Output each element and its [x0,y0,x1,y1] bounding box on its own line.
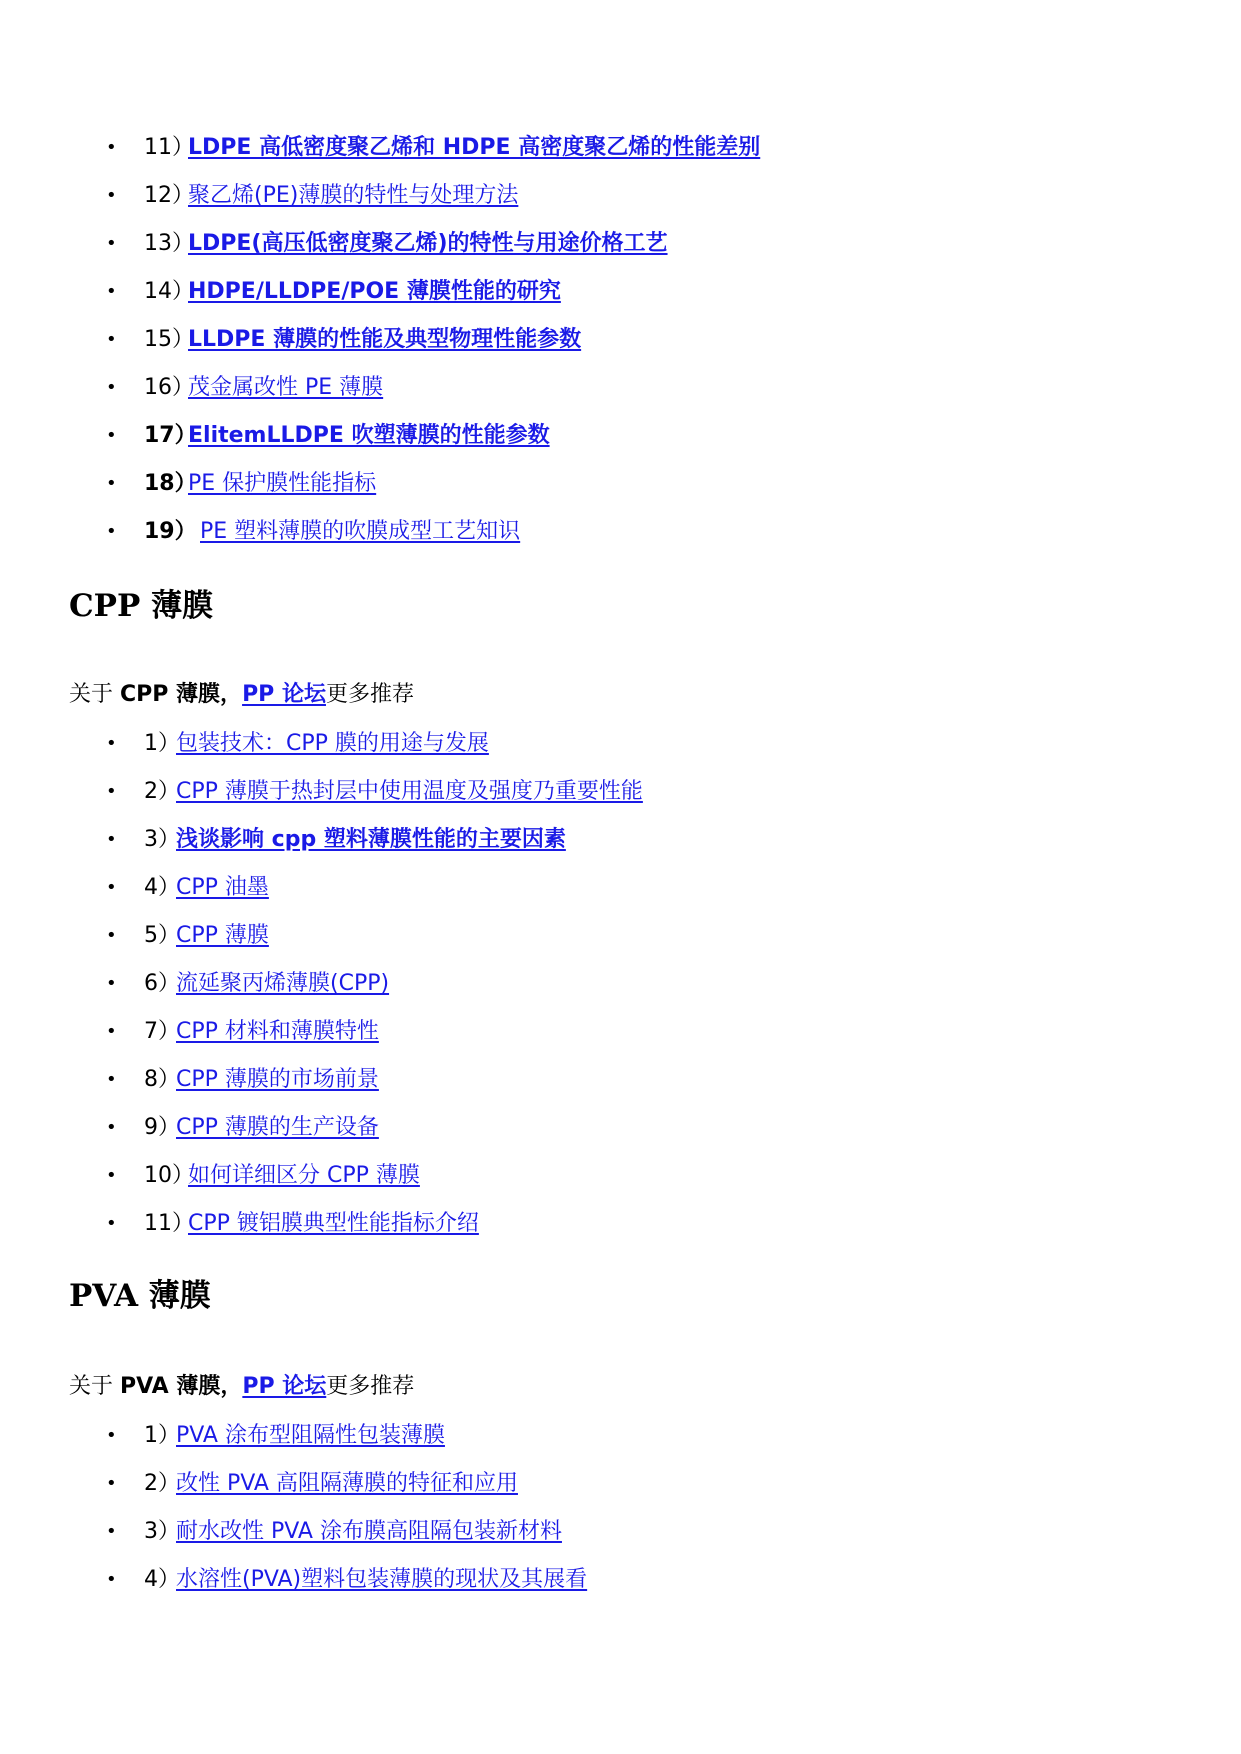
item-number: 7） [144,1019,180,1044]
list-item [0,1200,1241,1248]
bullet-icon: • [106,781,117,802]
article-link[interactable]: PE 塑料薄膜的吹膜成型工艺知识 [200,519,521,544]
item-number: 2） [144,1471,180,1496]
intro-prefix: 关于 [69,682,120,707]
article-link[interactable]: 流延聚丙烯薄膜(CPP) [176,971,390,996]
item-number: 9） [144,1115,180,1140]
list-item [0,768,1241,816]
list-item [0,268,1241,316]
bullet-icon: • [106,1165,117,1186]
bullet-icon: • [106,377,117,398]
bullet-icon: • [106,1117,117,1138]
list-item [0,172,1241,220]
item-number: 3） [144,827,180,852]
article-link[interactable]: LDPE 高低密度聚乙烯和 HDPE 高密度聚乙烯的性能差别 [188,135,761,160]
item-number: 16） [144,375,194,400]
list-item [0,1152,1241,1200]
article-link[interactable]: CPP 薄膜于热封层中使用温度及强度乃重要性能 [176,779,643,804]
bullet-icon: • [106,877,117,898]
bullet-icon: • [106,1521,117,1542]
bullet-icon: • [106,473,117,494]
bullet-icon: • [106,1425,117,1446]
list-item [0,1508,1241,1556]
item-number: 18） [144,471,197,496]
article-link[interactable]: CPP 薄膜 [176,923,269,948]
article-link[interactable]: 如何详细区分 CPP 薄膜 [188,1163,420,1188]
item-number: 11） [144,1211,194,1236]
intro-prefix: 关于 [69,1374,120,1399]
list-item [0,412,1241,460]
bullet-icon: • [106,1021,117,1042]
article-link[interactable]: PVA 涂布型阻隔性包装薄膜 [176,1423,445,1448]
intro-subject: CPP 薄膜， [120,682,243,707]
list-item [0,816,1241,864]
article-link[interactable]: PE 保护膜性能指标 [188,471,377,496]
list-item [0,1556,1241,1604]
list-item [0,720,1241,768]
item-number: 5） [144,923,180,948]
bullet-icon: • [106,1473,117,1494]
article-link[interactable]: 浅谈影响 cpp 塑料薄膜性能的主要因素 [176,827,566,852]
item-number: 15） [144,327,194,352]
article-link[interactable]: LLDPE 薄膜的性能及典型物理性能参数 [188,327,582,352]
bullet-icon: • [106,329,117,350]
item-number: 4） [144,875,180,900]
article-link[interactable]: 包装技术：CPP 膜的用途与发展 [176,731,489,756]
cpp-film-article-list [0,720,1241,1248]
bullet-icon: • [106,185,117,206]
forum-link[interactable]: PP 论坛 [242,682,326,707]
bullet-icon: • [106,733,117,754]
list-item [0,316,1241,364]
article-link[interactable]: CPP 镀铝膜典型性能指标介绍 [188,1211,479,1236]
item-number: 17） [144,423,197,448]
bullet-icon: • [106,137,117,158]
list-item [0,912,1241,960]
section-heading-cpp: CPP 薄膜 [69,588,214,624]
bullet-icon: • [106,281,117,302]
item-number: 3） [144,1519,180,1544]
bullet-icon: • [106,925,117,946]
article-link[interactable]: 茂金属改性 PE 薄膜 [188,375,384,400]
item-number: 10） [144,1163,194,1188]
list-item [0,1056,1241,1104]
item-number: 4） [144,1567,180,1592]
article-link[interactable]: ElitemLLDPE 吹塑薄膜的性能参数 [188,423,550,448]
list-item [0,508,1241,556]
list-item [0,864,1241,912]
list-item [0,1460,1241,1508]
item-number: 1） [144,731,180,756]
list-item [0,1412,1241,1460]
bullet-icon: • [106,1069,117,1090]
list-item [0,364,1241,412]
article-link[interactable]: 水溶性(PVA)塑料包装薄膜的现状及其展看 [176,1567,588,1592]
item-number: 1） [144,1423,180,1448]
item-number: 13） [144,231,194,256]
bullet-icon: • [106,521,117,542]
list-item [0,460,1241,508]
article-link[interactable]: 聚乙烯(PE)薄膜的特性与处理方法 [188,183,519,208]
list-item [0,1104,1241,1152]
item-number: 19） [144,519,197,544]
item-number: 14） [144,279,194,304]
item-number: 8） [144,1067,180,1092]
bullet-icon: • [106,829,117,850]
article-link[interactable]: CPP 材料和薄膜特性 [176,1019,379,1044]
article-link[interactable]: HDPE/LLDPE/POE 薄膜性能的研究 [188,279,561,304]
list-item [0,124,1241,172]
item-number: 11） [144,135,194,160]
bullet-icon: • [106,233,117,254]
forum-link[interactable]: PP 论坛 [242,1374,327,1399]
intro-suffix: 更多推荐 [325,682,414,707]
section-heading-pva: PVA 薄膜 [69,1278,211,1314]
article-link[interactable]: CPP 薄膜的市场前景 [176,1067,379,1092]
list-item [0,220,1241,268]
article-link[interactable]: CPP 油墨 [176,875,269,900]
item-number: 12） [144,183,194,208]
article-link[interactable]: 改性 PVA 高阻隔薄膜的特征和应用 [176,1471,518,1496]
item-number: 6） [144,971,180,996]
bullet-icon: • [106,973,117,994]
section-intro-pva [69,1369,414,1405]
pva-film-article-list [0,1412,1241,1604]
bullet-icon: • [106,1213,117,1234]
article-link[interactable]: CPP 薄膜的生产设备 [176,1115,379,1140]
bullet-icon: • [106,425,117,446]
list-item [0,960,1241,1008]
article-link[interactable]: LDPE(高压低密度聚乙烯)的特性与用途价格工艺 [188,231,668,256]
bullet-icon: • [106,1569,117,1590]
intro-subject: PVA 薄膜， [120,1374,243,1399]
list-item [0,1008,1241,1056]
section-intro-cpp [69,677,414,713]
article-link[interactable]: 耐水改性 PVA 涂布膜高阻隔包装新材料 [176,1519,562,1544]
item-number: 2） [144,779,180,804]
intro-suffix: 更多推荐 [326,1374,415,1399]
pe-film-article-list [0,124,1241,556]
